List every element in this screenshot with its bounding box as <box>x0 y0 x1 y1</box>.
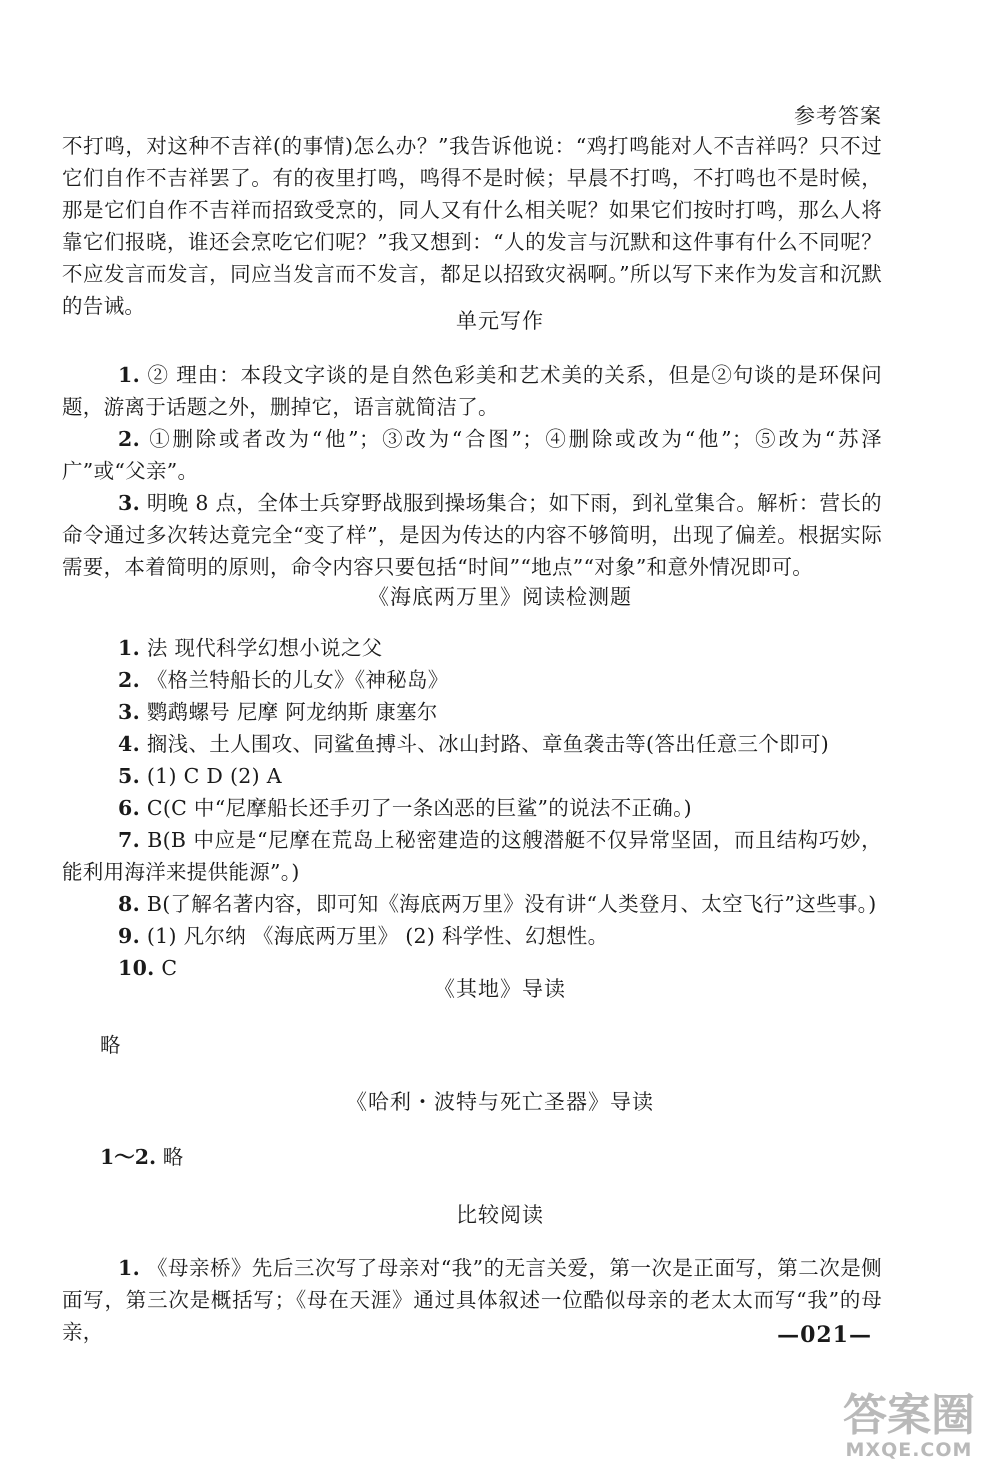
section-title-compare: 比较阅读 <box>456 1203 544 1227</box>
item-number: 1. <box>118 363 141 387</box>
item-text: 法 现代科学幻想小说之父 <box>146 636 383 660</box>
item-number: 2. <box>118 668 141 692</box>
watermark-mark: 答案圈 <box>843 1390 975 1441</box>
item-text: 略 <box>162 1145 184 1169</box>
haidi-item-2 <box>62 664 882 696</box>
harry-body <box>100 1140 183 1170</box>
item-text: C <box>161 956 178 980</box>
item-text: B(了解名著内容，即可知《海底两万里》没有讲“人类登月、太空飞行”这些事。) <box>146 892 877 916</box>
item-text: 《母亲桥》先后三次写了母亲对“我”的无言关爱，第一次是正面写，第二次是侧面写，第三次是概括写；《母在天涯》通过具体叙述一位酷似母亲的老太太而写“我”的母亲， <box>62 1256 882 1344</box>
compare-item-1 <box>62 1252 882 1348</box>
watermark-logo <box>824 1390 994 1463</box>
item-number: 3. <box>118 491 141 515</box>
item-text: (1) 凡尔纳 《海底两万里》 (2) 科学性、幻想性。 <box>146 924 609 948</box>
item-text: (1) C D (2) A <box>146 764 282 788</box>
item-number: 8. <box>118 892 141 916</box>
intro-paragraph: 不打鸣，对这种不吉祥(的事情)怎么办？”我告诉他说：“鸡打鸣能对人不吉祥吗？只不过它们自作不吉祥罢了。有的夜里打鸣，鸣得不是时候；早晨不打鸣，不打鸣也不是时候，那是它们自作不吉祥而招致受烹的，同人又有什么相关呢？如果它们按时打鸣，那么人将靠它们报晓，谁还会烹吃它们呢？”我又想到：“人的发言与沉默和这件事有什么不同呢？不应发言而发言，同应当发言而不发言，都足以招致灾祸啊。”所以写下来作为发言和沉默的告诫。 <box>62 134 882 318</box>
item-number: 3. <box>118 700 141 724</box>
section-title-harry: 《哈利・波特与死亡圣器》导读 <box>346 1090 654 1114</box>
item-number: 7. <box>118 828 141 852</box>
qidi-body: 略 <box>100 1033 121 1057</box>
item-text: 搁浅、土人围攻、同鲨鱼搏斗、冰山封路、章鱼袭击等(答出任意三个即可) <box>146 732 830 756</box>
watermark-url: MXQE.COM <box>845 1439 973 1461</box>
item-number: 9. <box>118 924 141 948</box>
item-number: 1～2. <box>100 1145 157 1169</box>
haidi-item-7 <box>62 824 882 888</box>
haidi-item-4 <box>62 728 882 760</box>
item-text: 《格兰特船长的儿女》《神秘岛》 <box>146 668 449 692</box>
page-number: —021— <box>777 1322 872 1348</box>
haidi-item-8 <box>62 888 882 920</box>
haidi-item-6 <box>62 792 882 824</box>
haidi-item-9 <box>62 920 882 952</box>
item-text: ② 理由：本段文字谈的是自然色彩美和艺术美的关系，但是②句谈的是环保问题，游离于话题之外，删掉它，语言就简洁了。 <box>62 363 882 419</box>
running-head: 参考答案 <box>794 104 882 128</box>
item-number: 1. <box>118 636 141 660</box>
item-number: 10. <box>118 956 155 980</box>
item-number: 6. <box>118 796 141 820</box>
writing-item-1 <box>62 359 882 423</box>
item-text: 明晚 8 点，全体士兵穿野战服到操场集合；如下雨，到礼堂集合。解析：营长的命令通过多次转达竟完全“变了样”，是因为传达的内容不够简明，出现了偏差。根据实际需要，本着简明的原则，命令内容只要包括“时间”“地点”“对象”和意外情况即可。 <box>62 491 882 579</box>
writing-item-2 <box>62 423 882 487</box>
item-text: B(B 中应是“尼摩在荒岛上秘密建造的这艘潜艇不仅异常坚固，而且结构巧妙，能利用海洋来提供能源”。) <box>62 828 882 884</box>
item-number: 2. <box>118 427 141 451</box>
section-title-writing: 单元写作 <box>456 309 544 333</box>
item-number: 4. <box>118 732 141 756</box>
writing-item-3 <box>62 487 882 583</box>
haidi-item-5 <box>62 760 882 792</box>
item-number: 1. <box>118 1256 141 1280</box>
section-title-qidi: 《其地》导读 <box>434 977 566 1001</box>
haidi-item-1 <box>62 632 882 664</box>
item-number: 5. <box>118 764 141 788</box>
section-title-haidi: 《海底两万里》阅读检测题 <box>368 585 632 609</box>
item-text: 鹦鹉螺号 尼摩 阿龙纳斯 康塞尔 <box>146 700 438 724</box>
item-text: ①删除或者改为“他”；③改为“合图”；④删除或改为“他”；⑤改为“苏泽广”或“父亲”。 <box>62 427 882 483</box>
item-text: C(C 中“尼摩船长还手刃了一条凶恶的巨鲨”的说法不正确。) <box>146 796 692 820</box>
haidi-item-3 <box>62 696 882 728</box>
